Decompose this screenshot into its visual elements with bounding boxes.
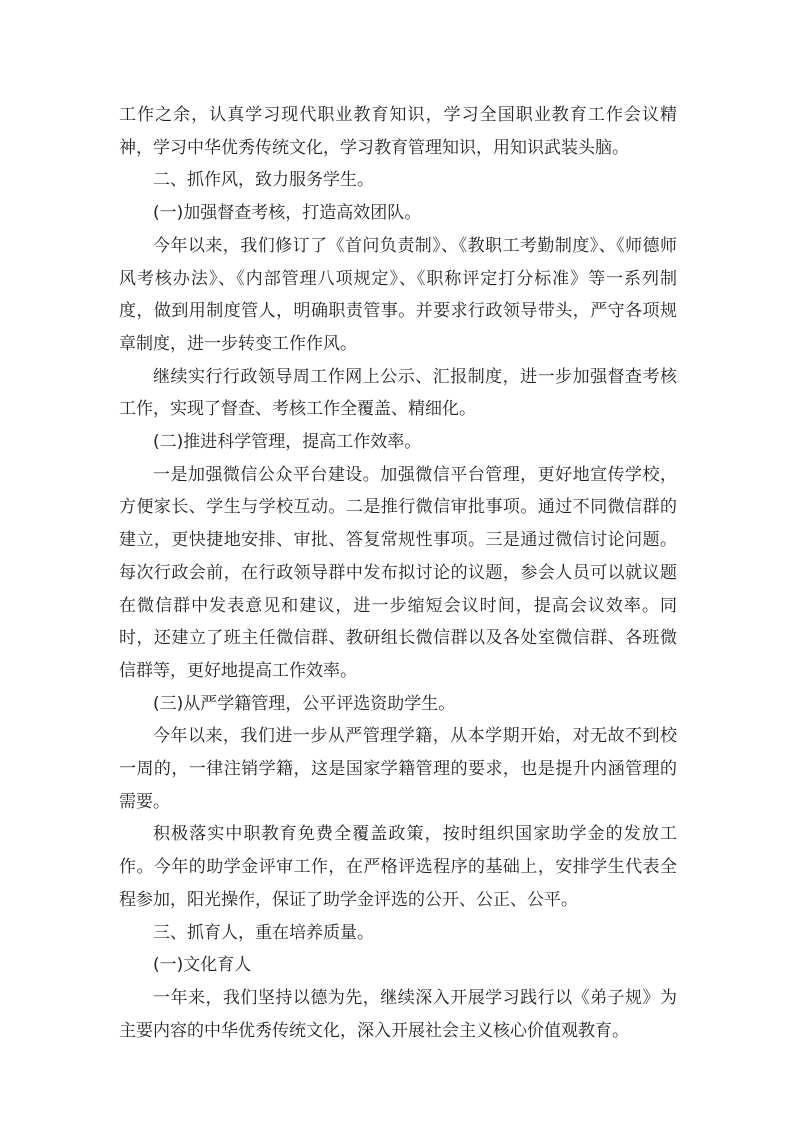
paragraph-culture-education: 一年来，我们坚持以德为先，继续深入开展学习践行以《弟子规》为主要内容的中华优秀传统文化，深入开展社会主义核心价值观教育。	[119, 987, 677, 1041]
subsection-heading-2-1: (一)加强督查考核，打造高效团队。	[153, 203, 422, 224]
paragraph-regulations: 今年以来，我们修订了《首问负责制》、《教职工考勤制度》、《师德师风考核办法》、《内部管理八项规定》、《职称评定打分标准》等一系列制度，做到用制度管人，明确职责管事。并要求行政领导带头，严守各项规章制度，进一步转变工作作风。	[119, 235, 677, 354]
section-heading-2: 二、抓作风，致力服务学生。	[153, 170, 374, 191]
paragraph-weekly-report: 继续实行行政领导周工作网上公示、汇报制度，进一步加强督查考核工作，实现了督查、考核工作全覆盖、精细化。	[119, 366, 677, 420]
paragraph-wechat-management: 一是加强微信公众平台建设。加强微信平台管理，更好地宣传学校，方便家长、学生与学校互动。二是推行微信审批事项。通过不同微信群的建立，更快捷地安排、审批、答复常规性事项。三是通过微信讨论问题。每次行政会前，在行政领导群中发布拟讨论的议题，参会人员可以就议题在微信群中发表意见和建议，进一步缩短会议时间，提高会议效率。同时，还建立了班主任微信群、教研组长微信群以及各处室微信群、各班微信群等，更好地提高工作效率。	[119, 464, 677, 681]
section-heading-3: 三、抓育人，重在培养质量。	[153, 922, 374, 943]
paragraph-student-registry: 今年以来，我们进一步从严管理学籍，从本学期开始，对无故不到校一周的，一律注销学籍，这是国家学籍管理的要求，也是提升内涵管理的需要。	[119, 726, 677, 812]
document-body	[119, 99, 677, 1047]
subsection-heading-2-3: (三)从严学籍管理，公平评选资助学生。	[153, 693, 456, 714]
subsection-heading-3-1: (一)文化育人	[153, 955, 252, 976]
paragraph-financial-aid: 积极落实中职教育免费全覆盖政策，按时组织国家助学金的发放工作。今年的助学金评审工作，在严格评选程序的基础上，安排学生代表全程参加，阳光操作，保证了助学金评选的公开、公正、公平。	[119, 824, 677, 910]
paragraph-continuation: 工作之余，认真学习现代职业教育知识，学习全国职业教育工作会议精神，学习中华优秀传统文化，学习教育管理知识，用知识武装头脑。	[119, 105, 677, 158]
subsection-heading-2-2: (二)推进科学管理，提高工作效率。	[153, 432, 422, 453]
